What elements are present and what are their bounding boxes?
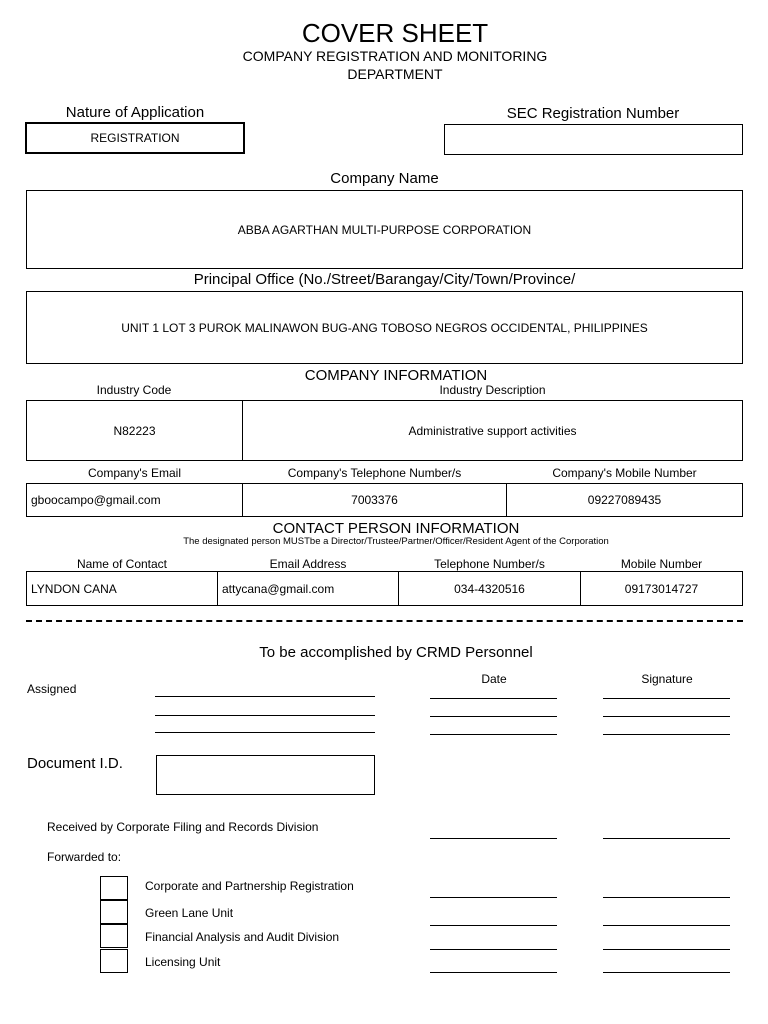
forward-signature-line-2[interactable]: [603, 925, 730, 926]
industry-description-field[interactable]: Administrative support activities: [242, 400, 743, 461]
industry-description-label: Industry Description: [439, 383, 546, 397]
contact-person-note: The designated person MUSTbe a Director/Trustee/Partner/Officer/Resident Agent of the Corporation: [183, 536, 609, 547]
company-email-label: Company's Email: [88, 466, 181, 480]
received-date-line[interactable]: [430, 838, 557, 839]
company-telephone-field[interactable]: 7003376: [242, 483, 507, 517]
signature-column-label: Signature: [641, 672, 693, 686]
forward-signature-line-4[interactable]: [603, 972, 730, 973]
assigned-line-2[interactable]: [155, 715, 375, 716]
company-mobile-label: Company's Mobile Number: [552, 466, 697, 480]
assigned-line-3[interactable]: [155, 732, 375, 733]
nature-of-application-label: Nature of Application: [65, 104, 205, 121]
document-id-label: Document I.D.: [27, 755, 123, 772]
principal-office-label: Principal Office (No./Street/Barangay/City/Town/Province/: [193, 271, 576, 288]
contact-telephone-field[interactable]: 034-4320516: [398, 571, 581, 606]
page-subtitle-line2: DEPARTMENT: [347, 66, 443, 82]
assigned-label: Assigned: [27, 682, 77, 696]
nature-of-application-field[interactable]: REGISTRATION: [25, 122, 245, 154]
date-column-label: Date: [481, 672, 507, 686]
forward-item-label: Licensing Unit: [145, 955, 221, 969]
assigned-signature-line-1[interactable]: [603, 698, 730, 699]
contact-email-label: Email Address: [269, 557, 347, 571]
forward-signature-line-1[interactable]: [603, 897, 730, 898]
assigned-date-line-3[interactable]: [430, 734, 557, 735]
principal-office-field[interactable]: UNIT 1 LOT 3 PUROK MALINAWON BUG-ANG TOBOSO NEGROS OCCIDENTAL, PHILIPPINES: [26, 291, 743, 364]
forward-signature-line-3[interactable]: [603, 949, 730, 950]
assigned-date-line-2[interactable]: [430, 716, 557, 717]
checkbox-licensing-unit[interactable]: [100, 949, 128, 973]
contact-email-field[interactable]: attycana@gmail.com: [217, 571, 399, 606]
received-by-label: Received by Corporate Filing and Records Division: [47, 820, 319, 834]
contact-telephone-label: Telephone Number/s: [434, 557, 545, 571]
forwarded-to-label: Forwarded to:: [47, 850, 122, 864]
page-title: COVER SHEET: [301, 18, 489, 48]
document-id-field[interactable]: [156, 755, 375, 795]
forward-item-label: Green Lane Unit: [145, 906, 234, 920]
dashed-separator: [26, 620, 743, 622]
forward-date-line-4[interactable]: [430, 972, 557, 973]
crmd-heading: To be accomplished by CRMD Personnel: [259, 644, 533, 661]
checkbox-green-lane-unit[interactable]: [100, 900, 128, 924]
assigned-date-line-1[interactable]: [430, 698, 557, 699]
company-mobile-field[interactable]: 09227089435: [506, 483, 743, 517]
contact-person-heading: CONTACT PERSON INFORMATION: [272, 520, 520, 537]
sec-registration-number-label: SEC Registration Number: [506, 105, 680, 122]
sec-registration-number-field[interactable]: [444, 124, 743, 155]
company-email-field[interactable]: gboocampo@gmail.com: [26, 483, 243, 517]
industry-code-label: Industry Code: [96, 383, 172, 397]
company-name-label: Company Name: [330, 170, 439, 187]
forward-item-label: Financial Analysis and Audit Division: [145, 930, 340, 944]
checkbox-corporate-partnership-registration[interactable]: [100, 876, 128, 900]
industry-code-field[interactable]: N82223: [26, 400, 243, 461]
company-name-field[interactable]: ABBA AGARTHAN MULTI-PURPOSE CORPORATION: [26, 190, 743, 269]
received-signature-line[interactable]: [603, 838, 730, 839]
company-information-heading: COMPANY INFORMATION: [304, 367, 488, 384]
assigned-signature-line-3[interactable]: [603, 734, 730, 735]
forward-item-label: Corporate and Partnership Registration: [145, 879, 354, 893]
assigned-line-1[interactable]: [155, 696, 375, 697]
contact-mobile-label: Mobile Number: [620, 557, 703, 571]
contact-name-field[interactable]: LYNDON CANA: [26, 571, 218, 606]
assigned-signature-line-2[interactable]: [603, 716, 730, 717]
contact-name-label: Name of Contact: [76, 557, 168, 571]
forward-date-line-1[interactable]: [430, 897, 557, 898]
forward-date-line-2[interactable]: [430, 925, 557, 926]
forward-date-line-3[interactable]: [430, 949, 557, 950]
company-telephone-label: Company's Telephone Number/s: [287, 466, 462, 480]
checkbox-financial-analysis-audit[interactable]: [100, 924, 128, 948]
contact-mobile-field[interactable]: 09173014727: [580, 571, 743, 606]
page-subtitle-line1: COMPANY REGISTRATION AND MONITORING: [242, 48, 548, 64]
